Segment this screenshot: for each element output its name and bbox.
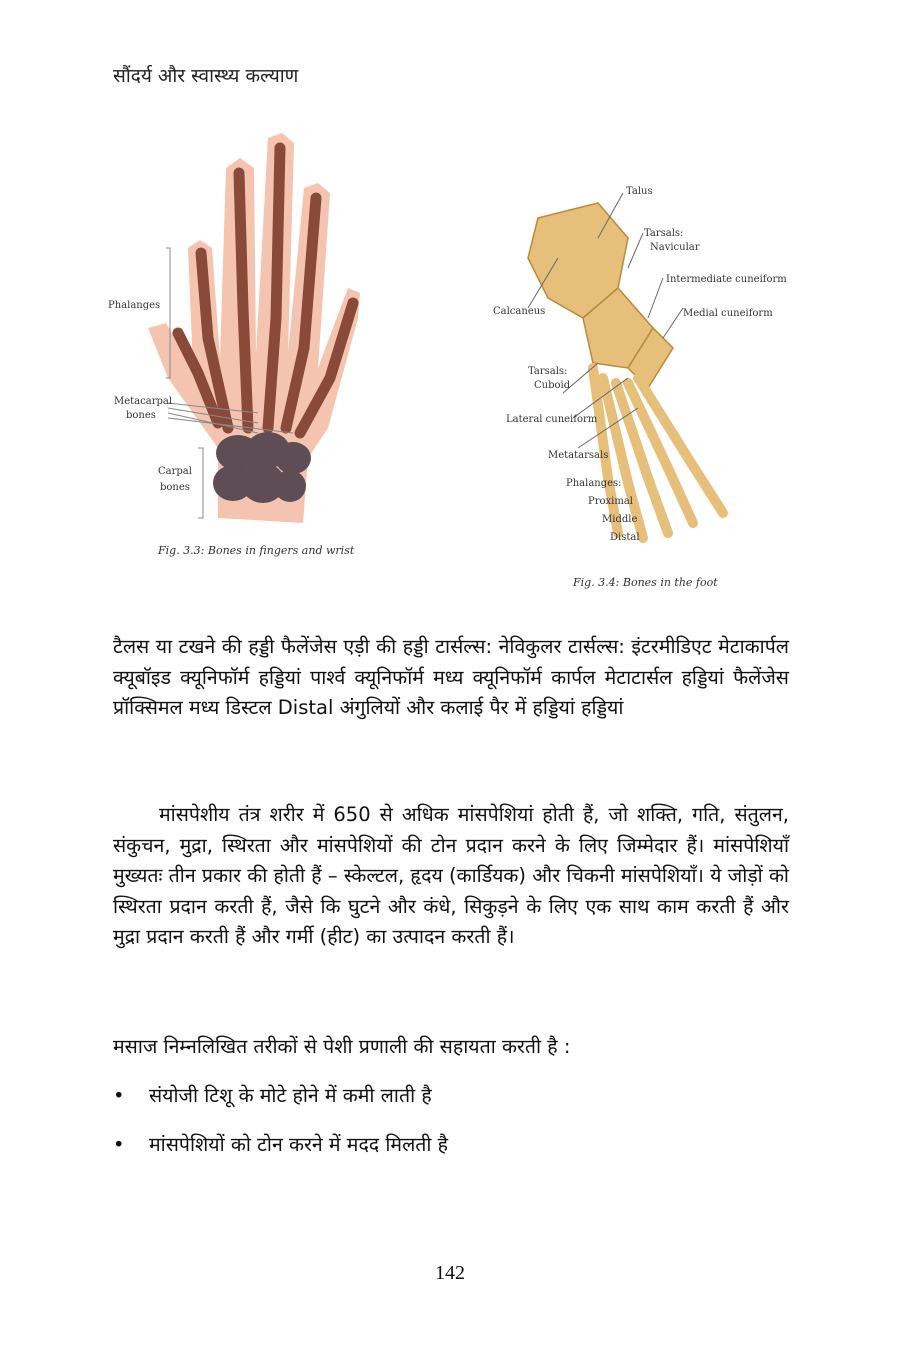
label-carpal-bones: bones: [160, 482, 190, 493]
caption-hand: Fig. 3.3: Bones in fingers and wrist: [158, 544, 355, 557]
label-proximal: Proximal: [588, 496, 634, 507]
label-distal: Distal: [610, 532, 640, 543]
label-carpal: Carpal: [158, 466, 192, 477]
label-metatarsals: Metatarsals: [548, 450, 609, 461]
metatarsal-phalanges: [593, 368, 723, 538]
label-phalanges-foot: Phalanges:: [566, 478, 622, 489]
bullet-icon: •: [113, 1133, 125, 1156]
list-item: [113, 1081, 432, 1108]
label-metacarpal-bones: bones: [126, 410, 156, 421]
label-medial-cuneiform: Medial cuneiform: [683, 308, 773, 319]
labels-paragraph: टैलस या टखने की हड्डी फैलेंजेस एड़ी की हड्डी टार्सल्स: नेविकुलर टार्सल्स: इंटरमीडिएट मेटाकार्पल क्यूबॉइड क्यूनिफॉर्म हड्डियां पार्श्व क्यूनिफॉर्म मध्य क्यूनिफॉर्म कार्पल मेटाटार्सल हड्डियां फैलेंजेस प्रॉक्सिमल मध्य डिस्टल Distal अंगुलियों और कलाई पैर में हड्डियां हड्डियां: [113, 635, 789, 719]
massage-intro: मसाज निम्नलिखित तरीकों से पेशी प्रणाली की सहायता करती है :: [113, 1035, 571, 1058]
bullet-icon: •: [113, 1084, 125, 1107]
carpal-bones: [213, 432, 311, 503]
label-intermediate-cuneiform: Intermediate cuneiform: [666, 274, 787, 285]
label-navicular: Navicular: [650, 242, 700, 253]
label-talus: Talus: [626, 186, 653, 197]
label-tarsals-nav: Tarsals:: [644, 228, 684, 239]
hand-bones-figure: [108, 128, 408, 568]
list-item-text: संयोजी टिशू के मोटे होने में कमी लाती है: [149, 1084, 432, 1107]
label-tarsals-cub: Tarsals:: [528, 366, 568, 377]
caption-foot: Fig. 3.4: Bones in the foot: [573, 576, 718, 589]
label-phalanges: Phalanges: [108, 300, 161, 311]
label-middle: Middle: [602, 514, 638, 525]
label-cuboid: Cuboid: [534, 380, 571, 391]
label-lateral-cuneiform: Lateral cuneiform: [506, 414, 598, 425]
list-item-text: मांसपेशियों को टोन करने में मदद मिलती है: [149, 1133, 449, 1156]
label-metacarpal: Metacarpal: [114, 396, 173, 407]
foot-bones-figure: [488, 178, 788, 598]
list-item: [113, 1130, 448, 1157]
label-calcaneus: Calcaneus: [493, 306, 546, 317]
muscle-paragraph: मांसपेशीय तंत्र शरीर में 650 से अधिक मांसपेशियां होती हैं, जो शक्ति, गति, संतुलन, संकुचन, मुद्रा, स्थिरता और मांसपेशियों की टोन प्रदान करने के लिए जिम्मेदार हैं। मांसपेशियाँ मुख्यतः तीन प्रकार की होती हैं – स्केल्टल, हृदय (कार्डियक) और चिकनी मांसपेशियाँ। ये जोड़ों को स्थिरता प्रदान करती हैं, जैसे कि घुटने और कंधे, सिकुड़ने के लिए एक साथ काम करती हैं और मुद्रा प्रदान करती हैं और गर्मी (हीट) का उत्पादन करती हैं।: [113, 803, 789, 948]
running-header: सौंदर्य और स्वास्थ्य कल्याण: [113, 65, 299, 87]
page-number: 142: [435, 1262, 465, 1284]
